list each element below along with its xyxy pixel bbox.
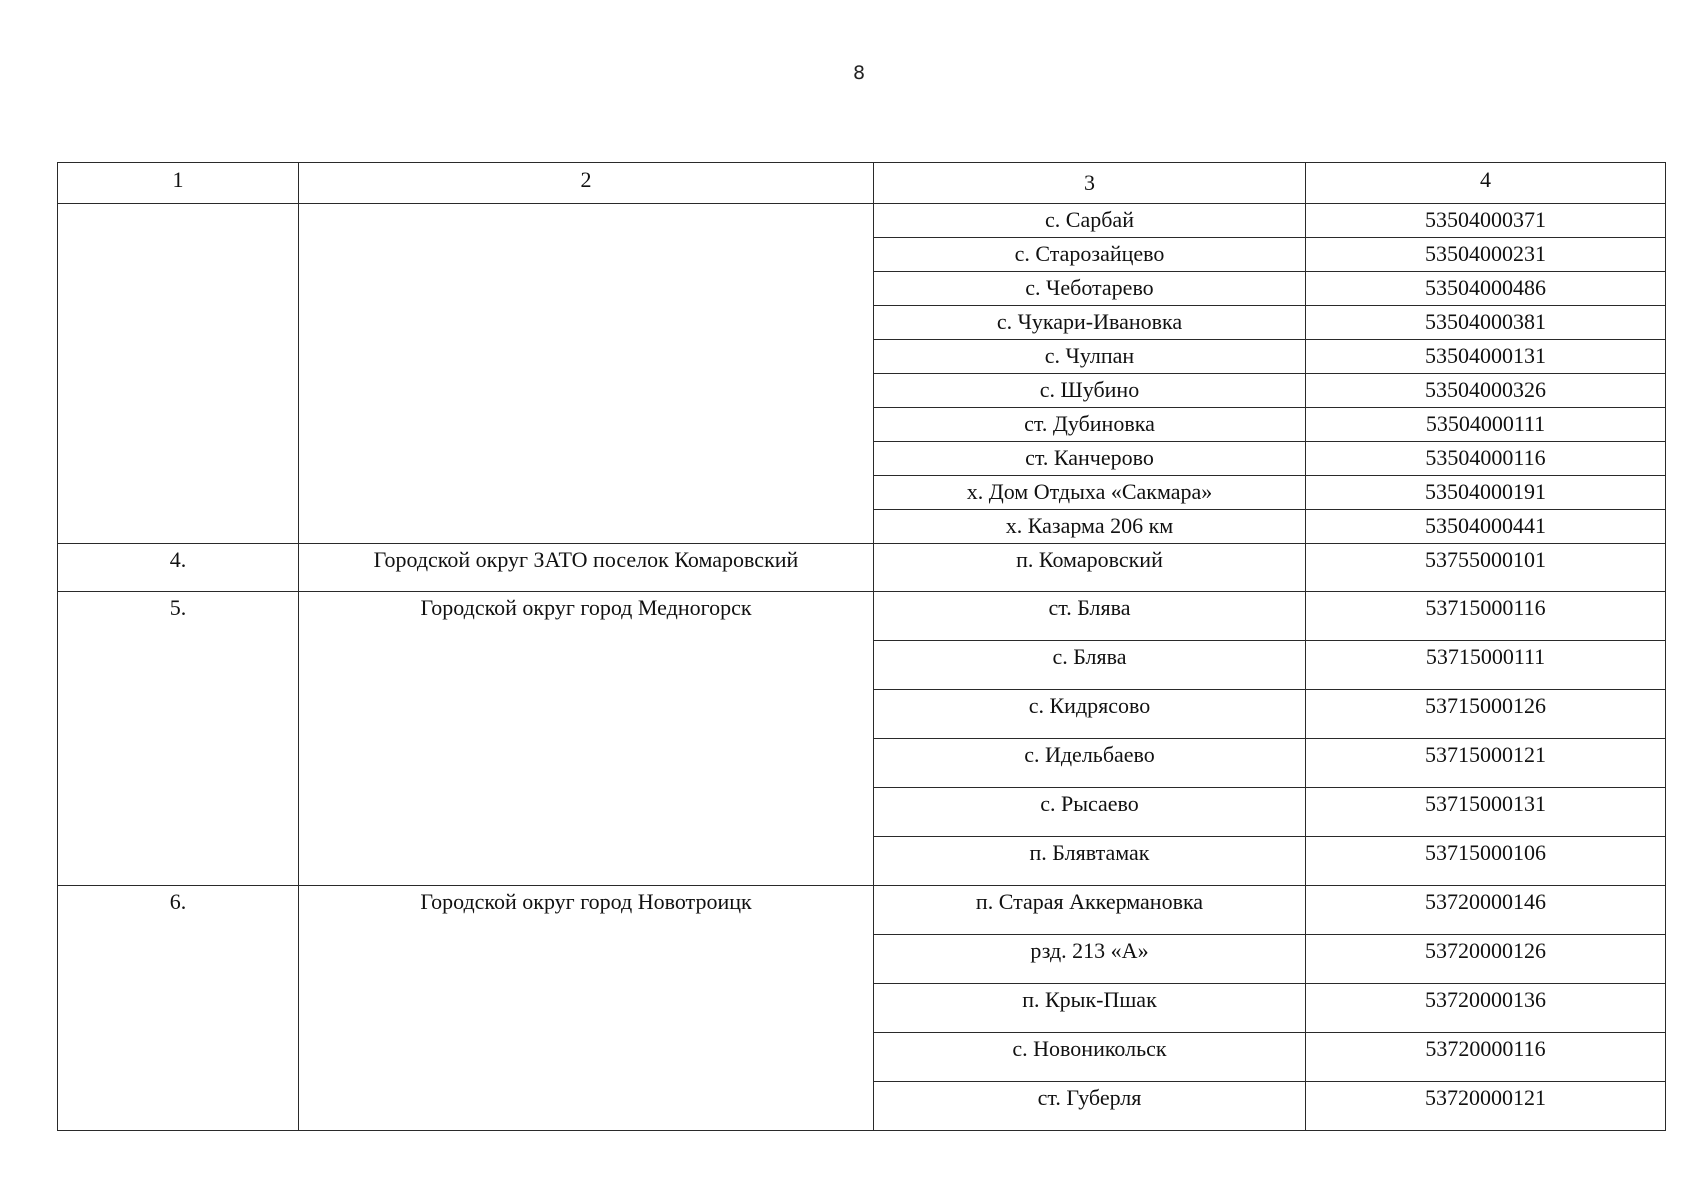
settlement-cell: ст. Блява [874, 592, 1306, 641]
row-number-cell: 4. [58, 544, 299, 592]
district-name-cell: Городской округ ЗАТО поселок Комаровский [299, 544, 874, 592]
settlement-cell: с. Блява [874, 641, 1306, 690]
district-name-cell: Городской округ город Новотроицк [299, 886, 874, 1131]
column-header: 2 [299, 163, 874, 204]
district-name-cell: Городской округ город Медногорск [299, 592, 874, 886]
settlement-cell: ст. Дубиновка [874, 408, 1306, 442]
oktmo-code-cell: 53715000131 [1306, 788, 1666, 837]
settlement-cell: рзд. 213 «А» [874, 935, 1306, 984]
oktmo-code-cell: 53504000371 [1306, 204, 1666, 238]
oktmo-code-cell: 53720000121 [1306, 1082, 1666, 1131]
oktmo-code-cell: 53720000126 [1306, 935, 1666, 984]
row-number-cell: 6. [58, 886, 299, 1131]
column-header: 3 [874, 163, 1306, 204]
column-header: 1 [58, 163, 299, 204]
oktmo-code-cell: 53504000116 [1306, 442, 1666, 476]
oktmo-code-cell: 53715000126 [1306, 690, 1666, 739]
settlement-cell: с. Сарбай [874, 204, 1306, 238]
settlement-cell: ст. Канчерово [874, 442, 1306, 476]
oktmo-code-cell: 53715000111 [1306, 641, 1666, 690]
settlement-cell: х. Казарма 206 км [874, 510, 1306, 544]
oktmo-code-cell: 53504000441 [1306, 510, 1666, 544]
oktmo-code-cell: 53504000131 [1306, 340, 1666, 374]
table-row [58, 592, 1666, 641]
oktmo-code-cell: 53504000231 [1306, 238, 1666, 272]
settlement-cell: с. Идельбаево [874, 739, 1306, 788]
oktmo-code-cell: 53504000111 [1306, 408, 1666, 442]
oktmo-code-cell: 53504000326 [1306, 374, 1666, 408]
settlement-cell: с. Шубино [874, 374, 1306, 408]
settlement-cell: с. Новоникольск [874, 1033, 1306, 1082]
settlement-cell: с. Рысаево [874, 788, 1306, 837]
table-row [58, 204, 1666, 238]
settlement-cell: х. Дом Отдыха «Сакмара» [874, 476, 1306, 510]
oktmo-code-cell: 53755000101 [1306, 544, 1666, 592]
column-header: 4 [1306, 163, 1666, 204]
oktmo-code-cell: 53720000136 [1306, 984, 1666, 1033]
settlement-cell: п. Крык-Пшак [874, 984, 1306, 1033]
table-header-row [58, 163, 1666, 204]
settlement-cell: с. Чулпан [874, 340, 1306, 374]
table-row [58, 886, 1666, 935]
oktmo-code-cell: 53715000106 [1306, 837, 1666, 886]
oktmo-code-cell: 53720000116 [1306, 1033, 1666, 1082]
oktmo-code-cell: 53720000146 [1306, 886, 1666, 935]
settlement-cell: ст. Губерля [874, 1082, 1306, 1131]
number-cell-empty [58, 204, 299, 544]
settlement-cell: с. Чеботарево [874, 272, 1306, 306]
settlement-cell: п. Комаровский [874, 544, 1306, 592]
settlement-cell: с. Чукари-Ивановка [874, 306, 1306, 340]
district-cell-empty [299, 204, 874, 544]
table-row [58, 544, 1666, 592]
page-number: 8 [852, 62, 866, 84]
settlement-cell: с. Кидрясово [874, 690, 1306, 739]
oktmo-code-cell: 53715000121 [1306, 739, 1666, 788]
oktmo-code-cell: 53504000486 [1306, 272, 1666, 306]
settlements-table [57, 162, 1666, 1131]
oktmo-code-cell: 53504000191 [1306, 476, 1666, 510]
settlement-cell: с. Старозайцево [874, 238, 1306, 272]
settlement-cell: п. Блявтамак [874, 837, 1306, 886]
oktmo-code-cell: 53504000381 [1306, 306, 1666, 340]
settlement-cell: п. Старая Аккермановка [874, 886, 1306, 935]
oktmo-code-cell: 53715000116 [1306, 592, 1666, 641]
row-number-cell: 5. [58, 592, 299, 886]
